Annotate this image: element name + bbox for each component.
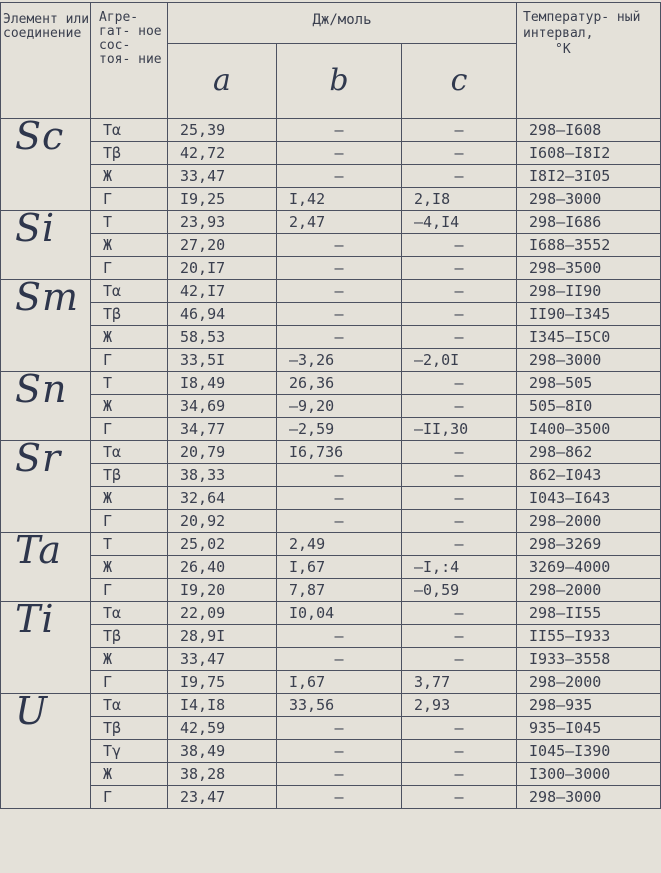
element-cell	[1, 441, 91, 533]
element-column-header: Элемент или соединение	[1, 3, 91, 119]
temperature-range-cell: 298–3000	[517, 786, 661, 809]
table-row	[1, 142, 661, 165]
coef-b-cell: –	[277, 326, 402, 349]
coef-a-cell: I8,49	[168, 372, 277, 395]
element-symbol: Sm	[15, 279, 80, 319]
state-cell: Ж	[91, 763, 168, 786]
state-cell: Ж	[91, 326, 168, 349]
coef-c-cell: –	[402, 740, 517, 763]
coef-b-cell: –	[277, 648, 402, 671]
heat-capacity-table	[0, 2, 661, 809]
coef-b-cell: 33,56	[277, 694, 402, 717]
table-row	[1, 556, 661, 579]
coef-c-cell: –I,:4	[402, 556, 517, 579]
state-cell: T	[91, 372, 168, 395]
element-cell	[1, 602, 91, 694]
temperature-range-cell: I608–I8I2	[517, 142, 661, 165]
coef-b-header: b	[277, 44, 402, 119]
coef-b-cell: I6,736	[277, 441, 402, 464]
coef-c-cell: –	[402, 533, 517, 556]
table-row	[1, 303, 661, 326]
temperature-range-cell: 298–862	[517, 441, 661, 464]
coef-b-cell: I0,04	[277, 602, 402, 625]
coef-b-cell: –	[277, 303, 402, 326]
coef-b-cell: –	[277, 786, 402, 809]
state-cell: Tβ	[91, 625, 168, 648]
coef-c-cell: –0,59	[402, 579, 517, 602]
temperature-header-label: Температур- ный интервал,	[523, 10, 641, 41]
coef-c-cell: –	[402, 510, 517, 533]
temperature-range-cell: 298–3269	[517, 533, 661, 556]
coef-c-cell: –	[402, 234, 517, 257]
coef-c-cell: 2,93	[402, 694, 517, 717]
table-row	[1, 625, 661, 648]
state-cell: Tα	[91, 602, 168, 625]
state-cell: Ж	[91, 234, 168, 257]
table-row	[1, 533, 661, 556]
coef-b-cell: I,67	[277, 671, 402, 694]
table-row	[1, 441, 661, 464]
coef-b-cell: –	[277, 165, 402, 188]
table-row	[1, 648, 661, 671]
state-cell: Г	[91, 418, 168, 441]
coef-b-cell: I,42	[277, 188, 402, 211]
table-row	[1, 119, 661, 142]
coef-b-cell: 26,36	[277, 372, 402, 395]
temperature-range-cell: I688–3552	[517, 234, 661, 257]
element-cell	[1, 119, 91, 211]
coef-a-cell: 20,92	[168, 510, 277, 533]
table-row	[1, 326, 661, 349]
coef-a-cell: 42,72	[168, 142, 277, 165]
coef-b-cell: 7,87	[277, 579, 402, 602]
state-cell: Tγ	[91, 740, 168, 763]
state-cell: Ж	[91, 395, 168, 418]
temperature-range-cell: 862–I043	[517, 464, 661, 487]
coef-a-cell: 33,5I	[168, 349, 277, 372]
table-row	[1, 372, 661, 395]
temperature-unit: °K	[555, 42, 571, 57]
temperature-range-cell: 298–I608	[517, 119, 661, 142]
coef-c-cell: –	[402, 786, 517, 809]
coef-c-cell: –	[402, 303, 517, 326]
temperature-range-cell: I043–I643	[517, 487, 661, 510]
temperature-range-cell: 298–II90	[517, 280, 661, 303]
state-cell: Tα	[91, 119, 168, 142]
coef-b-cell: –	[277, 740, 402, 763]
state-cell: Tα	[91, 441, 168, 464]
temperature-range-cell: 298–2000	[517, 510, 661, 533]
state-cell: Г	[91, 510, 168, 533]
coef-c-cell: –	[402, 119, 517, 142]
coef-c-cell: 2,I8	[402, 188, 517, 211]
coef-a-cell: 25,02	[168, 533, 277, 556]
coef-c-cell: –	[402, 625, 517, 648]
coef-c-cell: –	[402, 441, 517, 464]
state-column-header: Агре- гат- ное сос- тоя- ние	[91, 3, 168, 119]
temperature-range-cell: I300–3000	[517, 763, 661, 786]
coef-a-cell: 46,94	[168, 303, 277, 326]
coef-a-cell: 33,47	[168, 165, 277, 188]
temperature-range-cell: 3269–4000	[517, 556, 661, 579]
coef-a-cell: I9,20	[168, 579, 277, 602]
state-cell: Tα	[91, 280, 168, 303]
state-cell: Г	[91, 579, 168, 602]
element-cell	[1, 694, 91, 809]
temperature-range-cell: I345–I5C0	[517, 326, 661, 349]
element-cell	[1, 280, 91, 372]
coef-b-cell: I,67	[277, 556, 402, 579]
coef-a-cell: 42,I7	[168, 280, 277, 303]
element-symbol: Si	[15, 210, 56, 250]
coef-a-cell: 26,40	[168, 556, 277, 579]
coef-b-cell: –	[277, 717, 402, 740]
unit-header: Дж/моль	[168, 3, 517, 44]
coef-c-cell: 3,77	[402, 671, 517, 694]
coef-c-cell: –	[402, 326, 517, 349]
coef-b-cell: –3,26	[277, 349, 402, 372]
coef-a-cell: I9,25	[168, 188, 277, 211]
coef-a-cell: 33,47	[168, 648, 277, 671]
coef-a-cell: 23,47	[168, 786, 277, 809]
temperature-range-cell: II90–I345	[517, 303, 661, 326]
temperature-range-cell: I045–I390	[517, 740, 661, 763]
table-row	[1, 602, 661, 625]
element-symbol: Sr	[15, 440, 62, 480]
element-symbol: Ti	[15, 601, 55, 641]
element-cell	[1, 211, 91, 280]
coef-c-cell: –	[402, 395, 517, 418]
coef-b-cell: –9,20	[277, 395, 402, 418]
state-cell: Tβ	[91, 142, 168, 165]
header-row	[1, 3, 661, 44]
table-row	[1, 717, 661, 740]
coef-c-cell: –	[402, 464, 517, 487]
coef-b-cell: –	[277, 119, 402, 142]
coef-a-cell: 58,53	[168, 326, 277, 349]
coef-c-cell: –II,30	[402, 418, 517, 441]
coef-c-cell: –	[402, 763, 517, 786]
temperature-range-cell: 298–505	[517, 372, 661, 395]
coef-c-cell: –	[402, 165, 517, 188]
table-row	[1, 763, 661, 786]
table-row	[1, 188, 661, 211]
temperature-range-cell: II55–I933	[517, 625, 661, 648]
coef-c-cell: –	[402, 257, 517, 280]
temperature-range-cell: 505–8I0	[517, 395, 661, 418]
table-row	[1, 579, 661, 602]
coef-b-cell: –	[277, 234, 402, 257]
element-symbol: U	[15, 693, 49, 733]
coef-a-cell: 20,79	[168, 441, 277, 464]
coef-c-cell: –	[402, 372, 517, 395]
coef-a-cell: I9,75	[168, 671, 277, 694]
temperature-range-cell: 298–II55	[517, 602, 661, 625]
temperature-range-cell: 935–I045	[517, 717, 661, 740]
coef-a-cell: 34,69	[168, 395, 277, 418]
table-row	[1, 510, 661, 533]
table-row	[1, 418, 661, 441]
table-row	[1, 694, 661, 717]
coef-a-cell: 38,28	[168, 763, 277, 786]
coef-a-cell: 38,49	[168, 740, 277, 763]
state-cell: Ж	[91, 165, 168, 188]
table-row	[1, 464, 661, 487]
coef-b-cell: –	[277, 464, 402, 487]
table-row	[1, 786, 661, 809]
state-cell: Ж	[91, 648, 168, 671]
state-cell: Г	[91, 786, 168, 809]
coef-a-cell: 32,64	[168, 487, 277, 510]
element-symbol: Ta	[15, 532, 63, 572]
coef-a-cell: 28,9I	[168, 625, 277, 648]
table-row	[1, 487, 661, 510]
coef-a-cell: 23,93	[168, 211, 277, 234]
coef-a-cell: 27,20	[168, 234, 277, 257]
table-row	[1, 234, 661, 257]
coef-b-cell: 2,47	[277, 211, 402, 234]
coef-a-cell: 25,39	[168, 119, 277, 142]
table-row	[1, 349, 661, 372]
coef-c-cell: –	[402, 142, 517, 165]
coef-c-cell: –	[402, 487, 517, 510]
coef-c-cell: –	[402, 602, 517, 625]
table-row	[1, 740, 661, 763]
coef-b-cell: –	[277, 487, 402, 510]
coef-a-cell: 38,33	[168, 464, 277, 487]
coef-b-cell: –	[277, 257, 402, 280]
table-row	[1, 671, 661, 694]
coef-c-cell: –	[402, 648, 517, 671]
state-cell: Г	[91, 671, 168, 694]
table-row	[1, 211, 661, 234]
coef-b-cell: –2,59	[277, 418, 402, 441]
state-cell: Tβ	[91, 303, 168, 326]
state-cell: Ж	[91, 556, 168, 579]
temperature-range-cell: I400–3500	[517, 418, 661, 441]
element-symbol: Sn	[15, 371, 68, 411]
element-cell	[1, 533, 91, 602]
table-row	[1, 257, 661, 280]
coef-a-cell: 34,77	[168, 418, 277, 441]
table-row	[1, 280, 661, 303]
coef-a-cell: 20,I7	[168, 257, 277, 280]
temperature-range-cell: I8I2–3I05	[517, 165, 661, 188]
state-cell: T	[91, 533, 168, 556]
temperature-range-cell: 298–3000	[517, 349, 661, 372]
coef-a-cell: I4,I8	[168, 694, 277, 717]
coef-b-cell: –	[277, 510, 402, 533]
coef-c-cell: –4,I4	[402, 211, 517, 234]
temperature-range-cell: 298–935	[517, 694, 661, 717]
state-cell: Г	[91, 257, 168, 280]
state-cell: Ж	[91, 487, 168, 510]
state-cell: Г	[91, 349, 168, 372]
element-cell	[1, 372, 91, 441]
coef-c-cell: –2,0I	[402, 349, 517, 372]
temperature-range-cell: 298–3500	[517, 257, 661, 280]
coef-b-cell: –	[277, 763, 402, 786]
state-cell: T	[91, 211, 168, 234]
temperature-range-cell: 298–2000	[517, 579, 661, 602]
coef-b-cell: 2,49	[277, 533, 402, 556]
coef-c-header: c	[402, 44, 517, 119]
temperature-range-cell: 298–3000	[517, 188, 661, 211]
coef-a-cell: 42,59	[168, 717, 277, 740]
temperature-range-cell: I933–3558	[517, 648, 661, 671]
table-row	[1, 395, 661, 418]
temperature-column-header	[517, 3, 661, 119]
state-cell: Tβ	[91, 464, 168, 487]
coef-a-header: a	[168, 44, 277, 119]
coef-c-cell: –	[402, 280, 517, 303]
coef-a-cell: 22,09	[168, 602, 277, 625]
state-cell: Tα	[91, 694, 168, 717]
table-row	[1, 165, 661, 188]
state-cell: Tβ	[91, 717, 168, 740]
state-cell: Г	[91, 188, 168, 211]
coef-b-cell: –	[277, 280, 402, 303]
coef-c-cell: –	[402, 717, 517, 740]
temperature-range-cell: 298–I686	[517, 211, 661, 234]
coef-b-cell: –	[277, 142, 402, 165]
coef-b-cell: –	[277, 625, 402, 648]
temperature-range-cell: 298–2000	[517, 671, 661, 694]
element-symbol: Sc	[15, 118, 65, 158]
